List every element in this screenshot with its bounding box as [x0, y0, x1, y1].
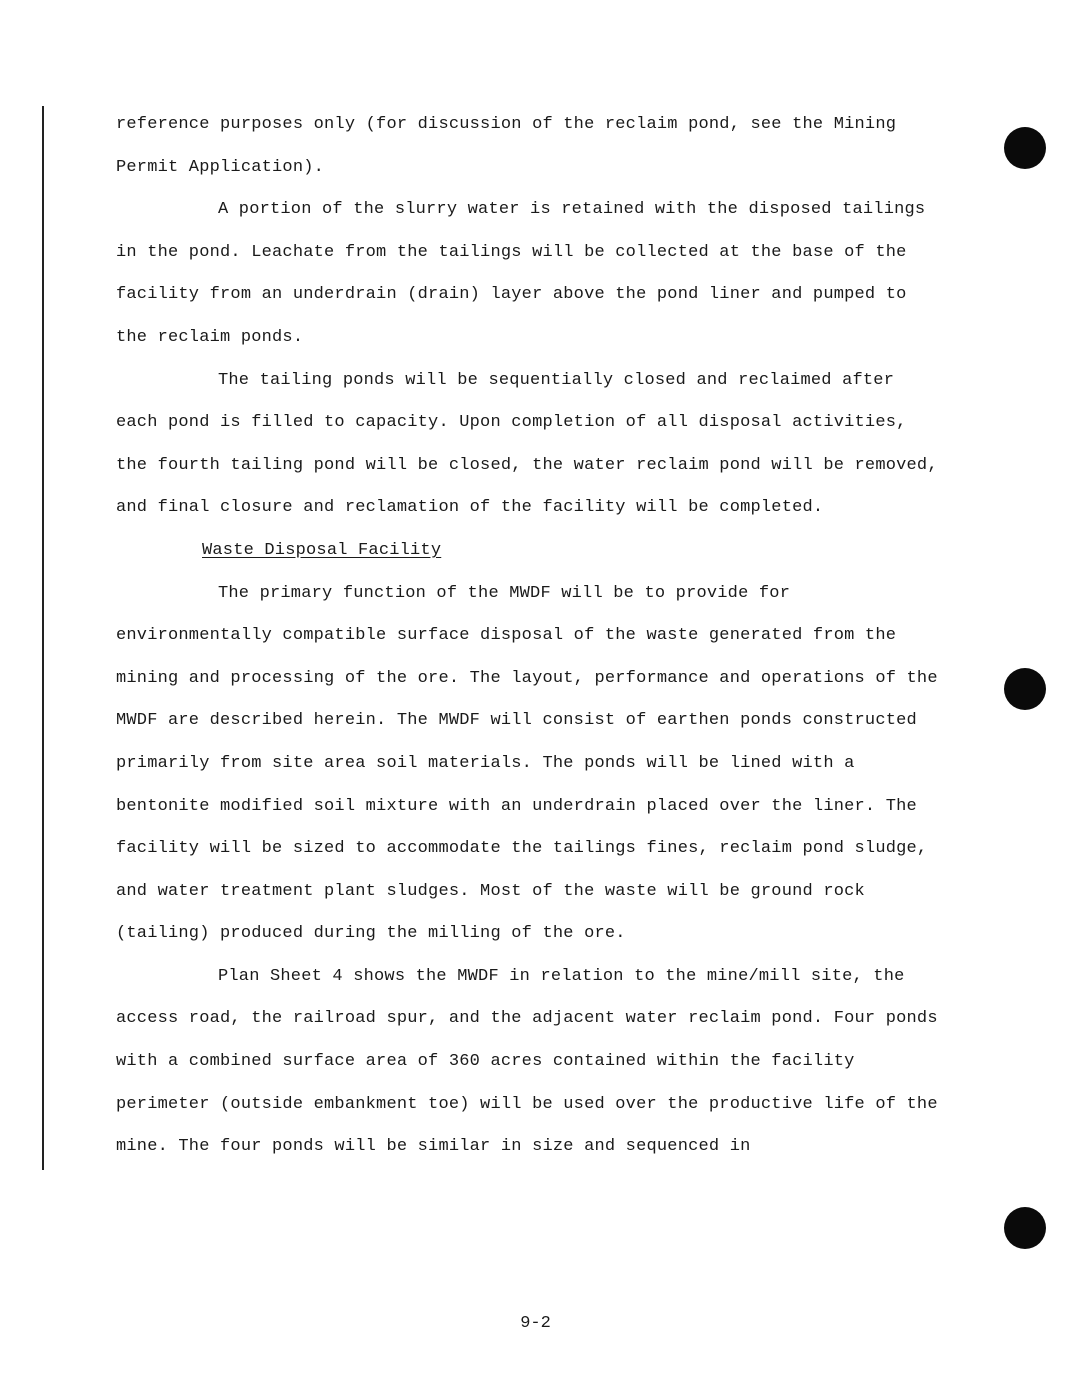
paragraph-plan-sheet: Plan Sheet 4 shows the MWDF in relation to the mine/mill site, the access road, the railroad spur, and the adjacent water reclaim pond. Four ponds with a combined surface area of 360 acres contained within the facility perimeter (outside embankment toe) will be used over the productive life of the mine. The four ponds will be similar in size and sequenced in — [116, 966, 938, 1157]
paragraph-continuation: reference purposes only (for discussion of the reclaim pond, see the Mining Permit Application). — [116, 115, 897, 177]
punch-hole-top — [1004, 127, 1046, 169]
margin-change-bar — [42, 106, 44, 1170]
punch-hole-middle — [1004, 668, 1046, 710]
paragraph-primary-function: The primary function of the MWDF will be to provide for environmentally compatible surface disposal of the waste generated from the mining and processing of the ore. The layout, performance and operations of the MWDF are described herein. The MWDF will consist of earthen ponds constructed primarily from site area soil materials. The ponds will be lined with a bentonite modified soil mixture with an underdrain placed over the liner. The facility will be sized to accommodate the tailings fines, reclaim pond sludge, and water treatment plant sludges. Most of the waste will be ground rock (tailing) produced during the milling of the ore. — [116, 583, 938, 944]
section-heading — [116, 530, 946, 573]
paragraph-slurry-water: A portion of the slurry water is retained with the disposed tailings in the pond. Leachate from the tailings will be collected at the base of the facility from an underdrain (drain) layer above the pond liner and pumped to the reclaim ponds. — [116, 200, 926, 347]
paragraph-pond-closure: The tailing ponds will be sequentially closed and reclaimed after each pond is filled to capacity. Upon completion of all disposal activities, the fourth tailing pond will be closed, the water reclaim pond will be removed, and final closure and reclamation of the facility will be completed. — [116, 370, 938, 518]
document-body — [116, 104, 946, 1169]
section-heading-text: Waste Disposal Facility — [202, 540, 442, 560]
punch-hole-bottom — [1004, 1207, 1046, 1249]
page-number: 9-2 — [520, 1314, 551, 1333]
